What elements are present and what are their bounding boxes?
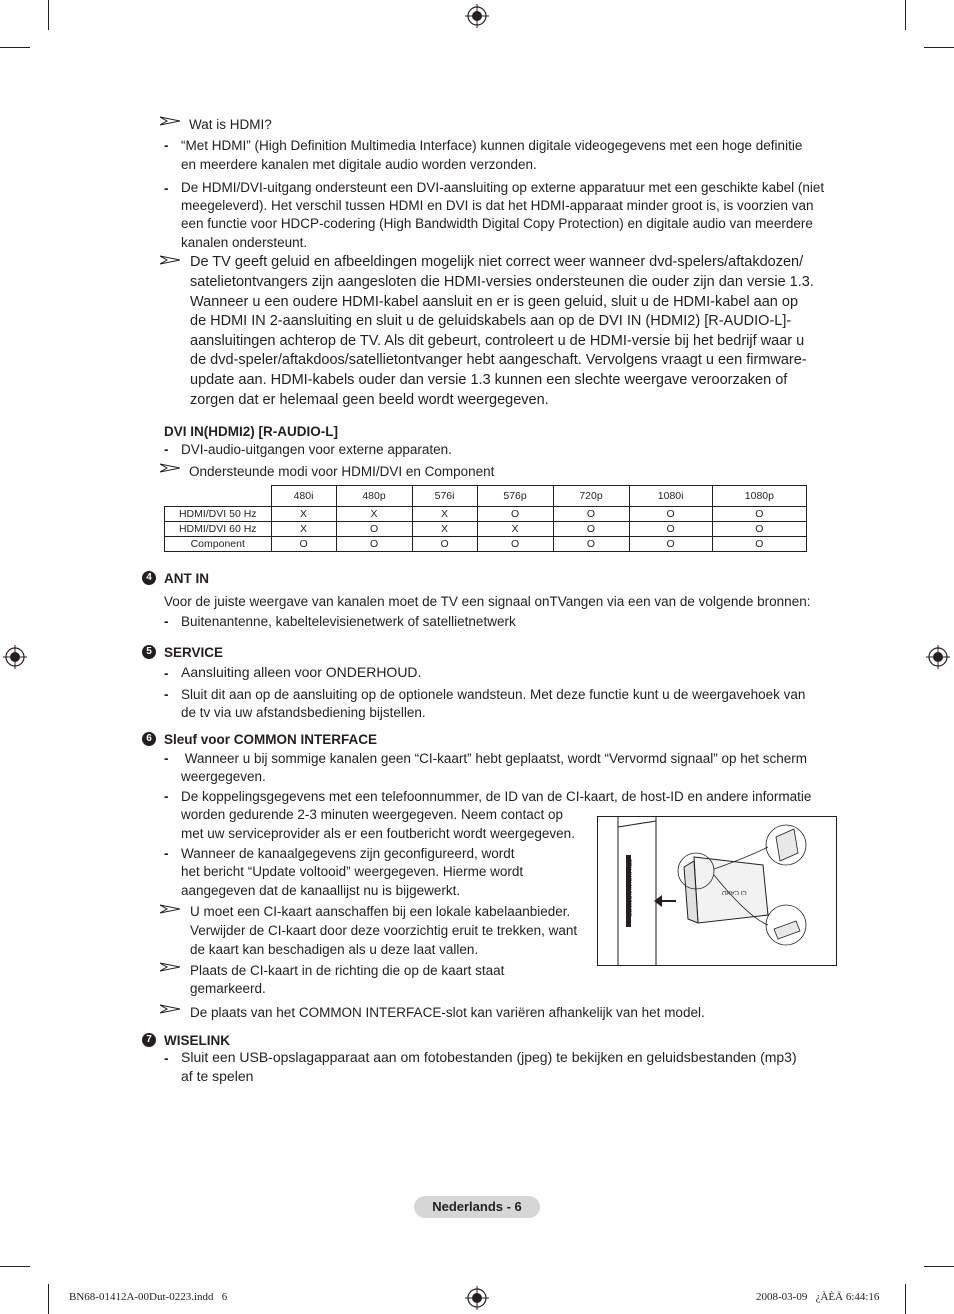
note-arrow-icon	[160, 463, 180, 473]
hdmi-note: Wat is HDMI?	[189, 117, 272, 132]
ci-note-line: de kaart kan beschadigen als u deze laat vallen.	[190, 942, 479, 957]
crop-mark	[0, 47, 30, 48]
row-label: HDMI/DVI 50 Hz	[165, 507, 272, 522]
table-cell: X	[271, 522, 336, 537]
hdmi-bullet-line: meegeleverd). Het verschil tussen HDMI en DVI is dat het HDMI-apparaat minder groot is, is voorzien van	[181, 198, 814, 213]
wiselink-line: af te spelen	[181, 1068, 254, 1084]
column-header: 1080p	[712, 486, 806, 507]
wiselink-line: Sluit een USB-opslagapparaat aan om fotobestanden (jpeg) te bekijken en geluidsbestanden (mp3)	[181, 1049, 797, 1065]
table-cell: O	[553, 507, 629, 522]
ant-bullet: Buitenantenne, kabeltelevisienetwerk of satellietnetwerk	[181, 614, 516, 629]
bullet-dash: -	[164, 442, 169, 457]
ci-note-line: gemarkeerd.	[190, 981, 266, 996]
note-arrow-icon	[160, 255, 180, 265]
table-cell: O	[336, 537, 412, 552]
table-header-row	[165, 486, 807, 507]
service-heading: SERVICE	[164, 645, 224, 660]
crop-mark	[0, 1266, 30, 1267]
ant-text: Voor de juiste weergave van kanalen moet de TV een signaal onTVangen via een van de volgende bronnen:	[164, 594, 811, 609]
bullet-dash: -	[164, 1051, 169, 1066]
table-cell: O	[712, 507, 806, 522]
hdmi-bullet-line: een functie voor HDCP-codering (High Bandwidth Digital Copy Protection) en digitale audio van meerdere	[181, 216, 813, 231]
bullet-dash: -	[164, 751, 169, 766]
ci-note-line: U moet een CI-kaart aanschaffen bij een lokale kabelaanbieder.	[190, 904, 571, 919]
note-arrow-icon	[160, 962, 180, 972]
ci-bullet-line: aangegeven dat de kanaallijst nu is bijgewerkt.	[181, 883, 461, 898]
ci-card-illustration	[597, 816, 837, 966]
hdmi-bullet-line: De HDMI/DVI-uitgang ondersteunt een DVI-aansluiting op externe apparatuur met een geschikte kabel (niet	[181, 180, 825, 195]
ci-card-label: CI CARD	[722, 889, 747, 895]
table-cell: X	[412, 507, 477, 522]
registration-mark-icon	[3, 645, 27, 669]
column-header: 480p	[336, 486, 412, 507]
row-label: Component	[165, 537, 272, 552]
bullet-dash: -	[164, 789, 169, 804]
table-row	[165, 537, 807, 552]
hdmi-bullet-line: en meerdere kanalen met digitale audio worden verzonden.	[181, 157, 537, 172]
crop-mark	[905, 0, 906, 30]
crop-mark	[924, 47, 954, 48]
table-cell: O	[553, 537, 629, 552]
note-arrow-icon	[160, 116, 180, 126]
tv-note-line: update aan. HDMI-kabels ouder dan versie 1.3 kunnen een slechte weergave veroorzaken of	[190, 372, 788, 388]
ci-note-line: Verwijder de CI-kaart door deze voorzichtig eruit te trekken, want	[190, 923, 578, 938]
crop-mark	[924, 1266, 954, 1267]
table-cell: O	[412, 537, 477, 552]
section-number-badge: 5	[142, 645, 156, 659]
table-cell: X	[412, 522, 477, 537]
service-bullet-line: Sluit dit aan op de aansluiting op de optionele wandsteun. Met deze functie kunt u de weergavehoek van	[181, 687, 806, 702]
date-slug: 2008-03-09 ¿ÀÈÄ 6:44:16	[756, 1291, 880, 1303]
table-cell: O	[477, 507, 553, 522]
crop-mark	[48, 1284, 49, 1314]
ci-bullet-line: De koppelingsgegevens met een telefoonnummer, de ID van de CI-kaart, de host-ID en andere informatie	[181, 789, 812, 804]
registration-mark-icon	[465, 1286, 489, 1310]
table-cell: O	[336, 522, 412, 537]
table-cell: O	[629, 522, 712, 537]
wiselink-heading: WISELINK	[164, 1033, 230, 1048]
ci-heading: Sleuf voor COMMON INTERFACE	[164, 732, 378, 747]
ci-bullet-line: Wanneer de kanaalgegevens zijn geconfigureerd, wordt	[181, 846, 515, 861]
section-number-badge: 4	[142, 571, 156, 585]
column-header: 1080i	[629, 486, 712, 507]
registration-mark-icon	[465, 4, 489, 28]
tv-note-line: De TV geeft geluid en afbeeldingen mogelijk niet correct weer wanneer dvd-spelers/aftakdozen/	[190, 254, 804, 270]
tv-note-line: aansluitingen achterop de TV. Als dit gebeurt, controleert u de HDMI-versie bij het bedrijf waar u	[190, 333, 805, 349]
crop-mark	[905, 1284, 906, 1314]
table-cell: O	[271, 537, 336, 552]
column-header: 576p	[477, 486, 553, 507]
page-number-label: Nederlands - 6	[414, 1196, 540, 1218]
note-arrow-icon	[160, 904, 180, 914]
row-label: HDMI/DVI 60 Hz	[165, 522, 272, 537]
service-bullet: Aansluiting alleen voor ONDERHOUD.	[181, 664, 422, 680]
ci-bullet-line: met uw serviceprovider als er een foutbericht wordt weergegeven.	[181, 826, 575, 841]
tv-note-line: zorgen dat er helemaal geen beeld wordt weergegeven.	[190, 392, 549, 408]
section-number-badge: 7	[142, 1033, 156, 1047]
file-slug: BN68-01412A-00Dut-0223.indd 6	[69, 1291, 228, 1303]
ci-bullet-line: Wanneer u bij sommige kanalen geen “CI-kaart” hebt geplaatst, wordt “Vervormd signaal” op het scherm	[181, 751, 808, 766]
bullet-dash: -	[164, 181, 169, 196]
table-cell: O	[477, 537, 553, 552]
tv-note-line: Wanneer u een oudere HDMI-kabel aansluit en er is geen geluid, sluit u de HDMI-kabel aan op	[190, 294, 799, 310]
bullet-dash: -	[164, 846, 169, 861]
table-cell: X	[271, 507, 336, 522]
bullet-dash: -	[164, 666, 169, 681]
bullet-dash: -	[164, 138, 169, 153]
table-cell: X	[336, 507, 412, 522]
tv-note-line: de HDMI IN 2-aansluiting en sluit u de geluidskabels aan op de DVI IN (HDMI2) [R-AUDIO-L]-	[190, 313, 792, 329]
column-header: 576i	[412, 486, 477, 507]
ci-bullet-line: worden gedurende 2-3 minuten weergegeven. Neem contact op	[181, 807, 563, 822]
bullet-dash: -	[164, 687, 169, 702]
table-cell: O	[712, 522, 806, 537]
table-corner-cell	[165, 486, 272, 507]
table-cell: X	[477, 522, 553, 537]
table-cell: O	[629, 507, 712, 522]
note-arrow-icon	[160, 1004, 180, 1014]
table-cell: O	[629, 537, 712, 552]
ant-heading: ANT IN	[164, 571, 209, 586]
ci-slot-label: COMMON INTERFACE	[628, 858, 634, 917]
crop-mark	[48, 0, 49, 30]
modes-note: Ondersteunde modi voor HDMI/DVI en Component	[189, 464, 495, 479]
column-header: 720p	[553, 486, 629, 507]
table-row	[165, 507, 807, 522]
ci-note-line: De plaats van het COMMON INTERFACE-slot kan variëren afhankelijk van het model.	[190, 1005, 705, 1020]
registration-mark-icon	[926, 645, 950, 669]
dvi-bullet: DVI-audio-uitgangen voor externe apparaten.	[181, 442, 452, 457]
service-bullet-line: de tv via uw afstandsbediening bijstellen.	[181, 705, 426, 720]
column-header: 480i	[271, 486, 336, 507]
table-cell: O	[553, 522, 629, 537]
dvi-heading: DVI IN(HDMI2) [R-AUDIO-L]	[164, 424, 338, 439]
hdmi-bullet-line: kanalen ondersteunt.	[181, 235, 308, 250]
section-number-badge: 6	[142, 732, 156, 746]
table-cell: O	[712, 537, 806, 552]
table-row	[165, 522, 807, 537]
tv-note-line: satelietontvangers zijn aangesloten die HDMI-versies ondersteunen die ouder zijn dan versie 1.3.	[190, 274, 814, 290]
ci-note-line: Plaats de CI-kaart in de richting die op de kaart staat	[190, 963, 505, 978]
bullet-dash: -	[164, 614, 169, 629]
hdmi-bullet-line: “Met HDMI” (High Definition Multimedia Interface) kunnen digitale videogegevens met een hoge definitie	[181, 138, 803, 153]
modes-table	[164, 485, 807, 552]
ci-bullet-line: het bericht “Update voltooid” weergegeven. Hierme wordt	[181, 864, 524, 879]
ci-bullet-line: weergegeven.	[181, 769, 266, 784]
tv-note-line: de dvd-speler/aftakdoos/satellietontvanger hebt aangeschaft. Vervolgens vraagt u een firmware-	[190, 352, 807, 368]
